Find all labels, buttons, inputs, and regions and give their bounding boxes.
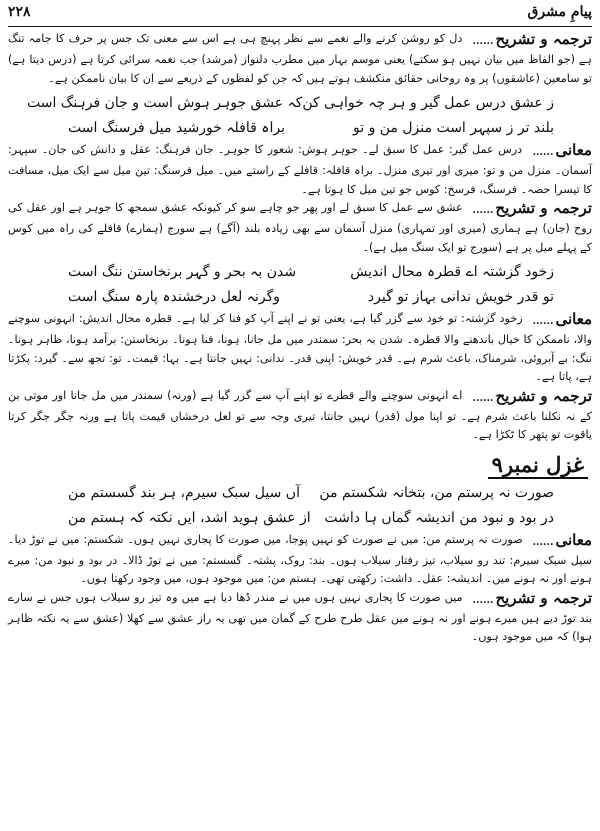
hemistich-first: صورت نہ پرستم من، بتخانہ شکستم من [319, 484, 554, 501]
section-label-meanings: معانی...... [532, 530, 592, 549]
ghazal-title: غزل نمبر۹ [488, 452, 588, 479]
meanings-text: زخود گزشتہ: تو خود سے گزر گیا ہے، یعنی تو نے اپنے آپ کو فنا کر لیا ہے۔ قطرہ محال اندیش: انہونی سوچنے والا، ناممکن کا خیال باندھنے والا قطرہ۔ شدن بہ بحر: سمندر میں مل جانا، ہونا، فنا ہونا۔ برنخاستن: برآمد ہونا، ظاہر ہونا۔ ننگ: بے آبروئی، شرمناک، باعث شرم ہے۔ قدر خویش: اپنی قدر۔ ندانی: نہیں جانتا ہے۔ بہا: قیمت۔ تو: تجھ سے۔ گیرد: پکڑتا ہے، پاتا ہے۔ [8, 312, 592, 383]
hemistich-second: از عشق ہوید اشد، ایں نکتہ کہ ہستم من [68, 509, 311, 526]
ghazal-heading [8, 451, 592, 481]
running-header [8, 4, 592, 27]
paragraph-translation-3 [8, 387, 592, 445]
hemistich-first: زخود گزشتہ اے قطرہ محال اندیش [350, 264, 554, 280]
hemistich-second: آں سیل سبک سیرم، ہر بند گسستم من [68, 484, 300, 501]
page-number: ۲۲۸ [8, 4, 31, 20]
verse-line [8, 506, 592, 531]
translation-text: اے انہونی سوچنے والے قطرے تو اپنے آپ سے گزر گیا ہے (ورنہ) سمندر میں مل جانا اور موتی بن کے نہ نکلنا باعث شرم ہے۔ تو اپنا مول (قدر) نہیں جانتا، تیری وجہ سے تو لعل درخشاں قیمت پاتا ہے ورنہ جگر جگر کرتا یاقوت تو پتھر کا ٹکڑا ہے۔ [8, 388, 592, 441]
section-label-meanings: معانی...... [532, 141, 592, 159]
hemistich-first: بلند تر ز سپہر است منزل من و تو [352, 120, 554, 136]
hemistich-second: کہ عشق جوہر ہوش است و جان فرہنگ است [26, 95, 303, 111]
page-content [8, 30, 592, 647]
hemistich-first: ز عشق درس عمل گیر و ہر چہ خواہی کن [302, 95, 554, 111]
paragraph-meanings-2 [8, 310, 592, 387]
hemistich-second: براہ قافلہ خورشید میل فرسنگ است [68, 120, 285, 136]
couplet-group-2 [8, 260, 592, 310]
couplet-group-3 [8, 481, 592, 531]
section-label-meanings: معانی...... [532, 310, 592, 328]
translation-text: میں صورت کا پجاری نہیں ہوں میں نے مندر ڈھا دیا ہے میں وہ تیز رو سیلاب ہوں جس نے سارے بند توڑ دیے ہیں میرے ہونے اور نہ ہونے میں عقل طرح طرح کے گمان میں تھی یہ راز عشق سے کھلا (عشق سے یہ نکتہ ظاہر ہوا) کہ میں موجود ہوں۔ [8, 590, 592, 643]
verse-line [8, 285, 592, 310]
section-label-translation: ترجمہ و تشریح...... [472, 199, 592, 217]
hemistich-second: شدن بہ بحر و گہر برنخاستن ننگ است [68, 264, 297, 280]
hemistich-first: تو قدر خویش ندانی بہاز تو گیرد [367, 289, 554, 305]
hemistich-second: وگرنہ لعل درخشندہ پارہ سنگ است [68, 289, 281, 305]
hemistich-first: در بود و نبود من اندیشہ گماں ہا داشت [324, 509, 554, 526]
paragraph-translation-2 [8, 199, 592, 257]
book-title: پیامِ مشرق [527, 4, 592, 20]
section-label-translation: ترجمہ و تشریح...... [472, 386, 592, 405]
translation-text: دل کو روشن کرنے والے نغمے سے نظر پہنچ ہی ہے اس سے معنی تک جس پر حرف کا جامہ تنگ ہے (جو الفاظ میں بیان نہیں ہو سکتے) یعنی موسم بہار میں مطرب دلنواز (مرشد) جب نغمہ سرائی کرتا ہے (درس دیتا ہے) تو سامعین (عاشقوں) پر وہ روحانی حقائق منکشف ہوتے ہیں کہ جن کو لفظوں کے ذریعے سے ان کا بیان ناممکن ہے۔ [8, 32, 592, 85]
paragraph-meanings-1 [8, 141, 592, 199]
paragraph-meanings-3 [8, 531, 592, 589]
verse-line [8, 91, 592, 116]
meanings-text: صورت نہ پرستم من: میں نے صورت کو نہیں پوجا، میں صورت کا پجاری نہیں ہوں۔ شکستم: میں نے توڑ دیا۔ سیل سبک سیرم: تند رو سیلاب، تیز رفتار سیلاب ہوں۔ بند: روک، پشتہ۔ گسستم: میں نے توڑ ڈالا۔ در بود و نبود من: میرے ہونے اور نہ ہونے میں۔ اندیشہ: عقل۔ داشت: رکھتی تھی۔ ہستم من: میں موجود ہوں، میں وجود رکھتا ہوں۔ [8, 532, 592, 585]
section-label-translation: ترجمہ و تشریح...... [472, 588, 592, 607]
meanings-text: درس عمل گیر: عمل کا سبق لے۔ جوہر ہوش: شعور کا جوہر۔ جان فرہنگ: عقل و دانش کی جان۔ سپہر: آسمان۔ منزل من و تو: میری اور تیری منزل۔ براہ قافلہ: قافلے کے راستے میں۔ میل فرسنگ: تین میل سے ایک میل، مسافت کا تیسرا حصہ۔ فرسنگ، فرسخ: کوس جو تین میل کا ہوتا ہے۔ [8, 143, 592, 196]
couplet-group-1 [8, 91, 592, 141]
verse-line [8, 260, 592, 285]
translation-text: عشق سے عمل کا سبق لے اور پھر جو چاہے سو کر کیونکہ عشق سمجھ کا جوہر ہے اور عقل کی روح (جان) ہے ہماری (میری اور تمہاری) منزل آسمان سے بھی زیادہ بلند (آگے) ہے سورج (ہمارے) قافلے کی راہ میں کوس کے پہلے میل پر ہے (سورج تو ایک سنگ میل ہے)۔ [8, 201, 592, 254]
verse-line [8, 116, 592, 141]
paragraph-translation-4 [8, 589, 592, 647]
section-label-translation: ترجمہ و تشریح...... [472, 30, 592, 48]
verse-line [8, 481, 592, 506]
paragraph-translation-1 [8, 30, 592, 88]
